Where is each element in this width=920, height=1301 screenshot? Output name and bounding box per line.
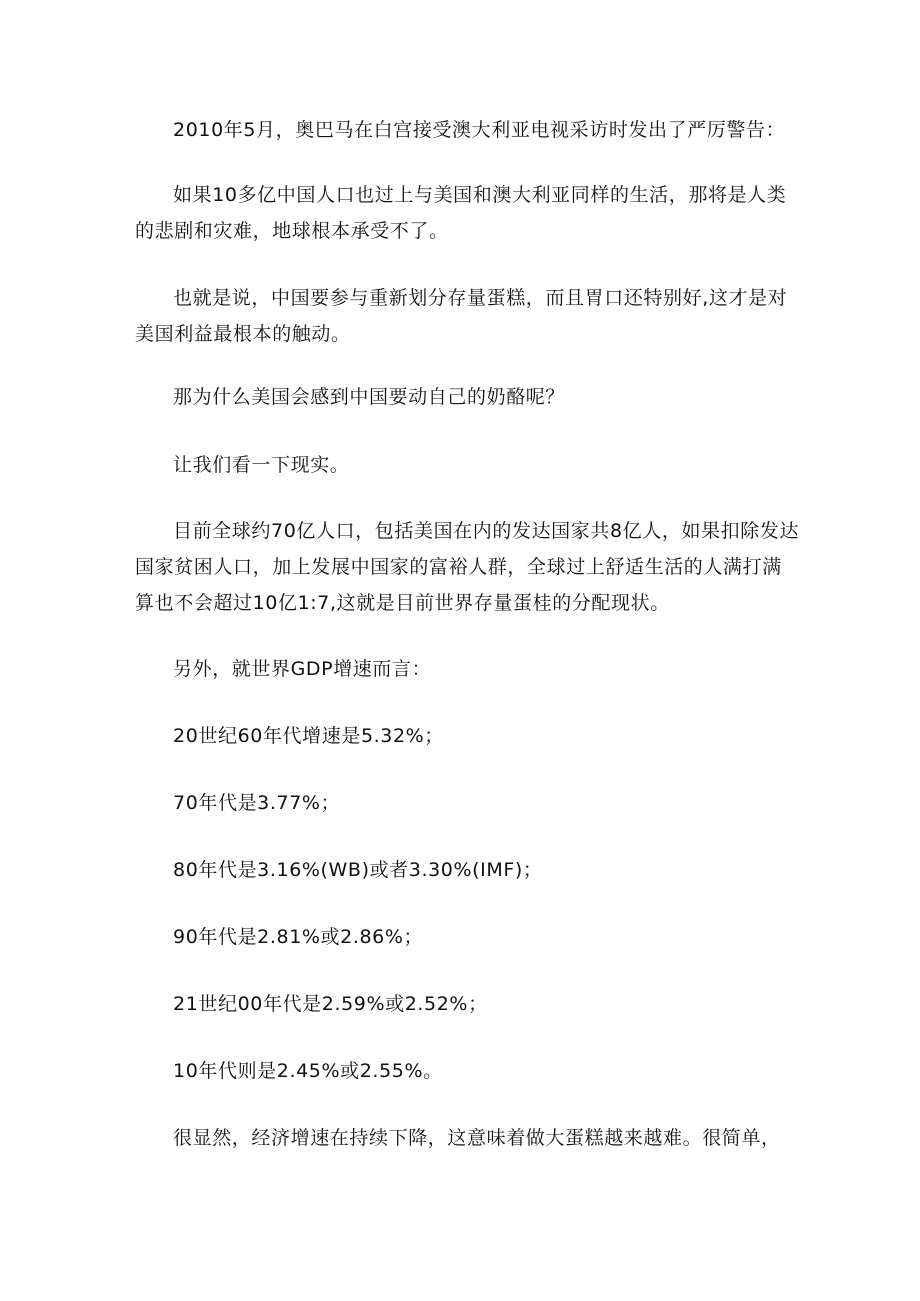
paragraph-gdp-1980s: 80年代是3.16%(WB)或者3.30%(IMF)； <box>173 859 543 881</box>
paragraph-conclusion: 很显然，经济增速在持续下降，这意味着做大蛋糕越来越难。很简单， <box>173 1127 781 1149</box>
paragraph-gdp-1960s: 20世纪60年代增速是5.32%； <box>173 725 444 747</box>
paragraph-obama-warning: 2010年5月，奥巴马在白宫接受澳大利亚电视采访时发出了严厉警告： <box>173 119 786 141</box>
paragraph-gdp-2010s: 10年代则是2.45%或2.55%。 <box>173 1060 443 1082</box>
paragraph-gdp-1970s: 70年代是3.77%； <box>173 792 341 814</box>
paragraph-gdp-2000s: 21世纪00年代是2.59%或2.52%； <box>173 993 488 1015</box>
paragraph-cake-redistribution: 也就是说，中国要参与重新划分存量蛋糕，而且胃口还特别好,这才是对美国利益最根本的触动。 <box>135 287 788 345</box>
paragraph-global-population: 目前全球约70亿人口，包括美国在内的发达国家共8亿人，如果扣除发达国家贫困人口，加上发展中国家的富裕人群，全球过上舒适生活的人满打满算也不会超过10亿1:7,这就是目前世界存量蛋桂的分配现状。 <box>135 520 800 614</box>
paragraph-question: 那为什么美国会感到中国要动自己的奶酪呢？ <box>173 386 566 408</box>
paragraph-reality: 让我们看一下现实。 <box>173 454 350 476</box>
paragraph-gdp-intro: 另外，就世界GDP增速而言： <box>173 658 432 680</box>
paragraph-population-quote: 如果10多亿中国人口也过上与美国和澳大利亚同样的生活，那将是人类的悲剧和灾难，地球根本承受不了。 <box>135 184 787 242</box>
paragraph-gdp-1990s: 90年代是2.81%或2.86%； <box>173 926 424 948</box>
